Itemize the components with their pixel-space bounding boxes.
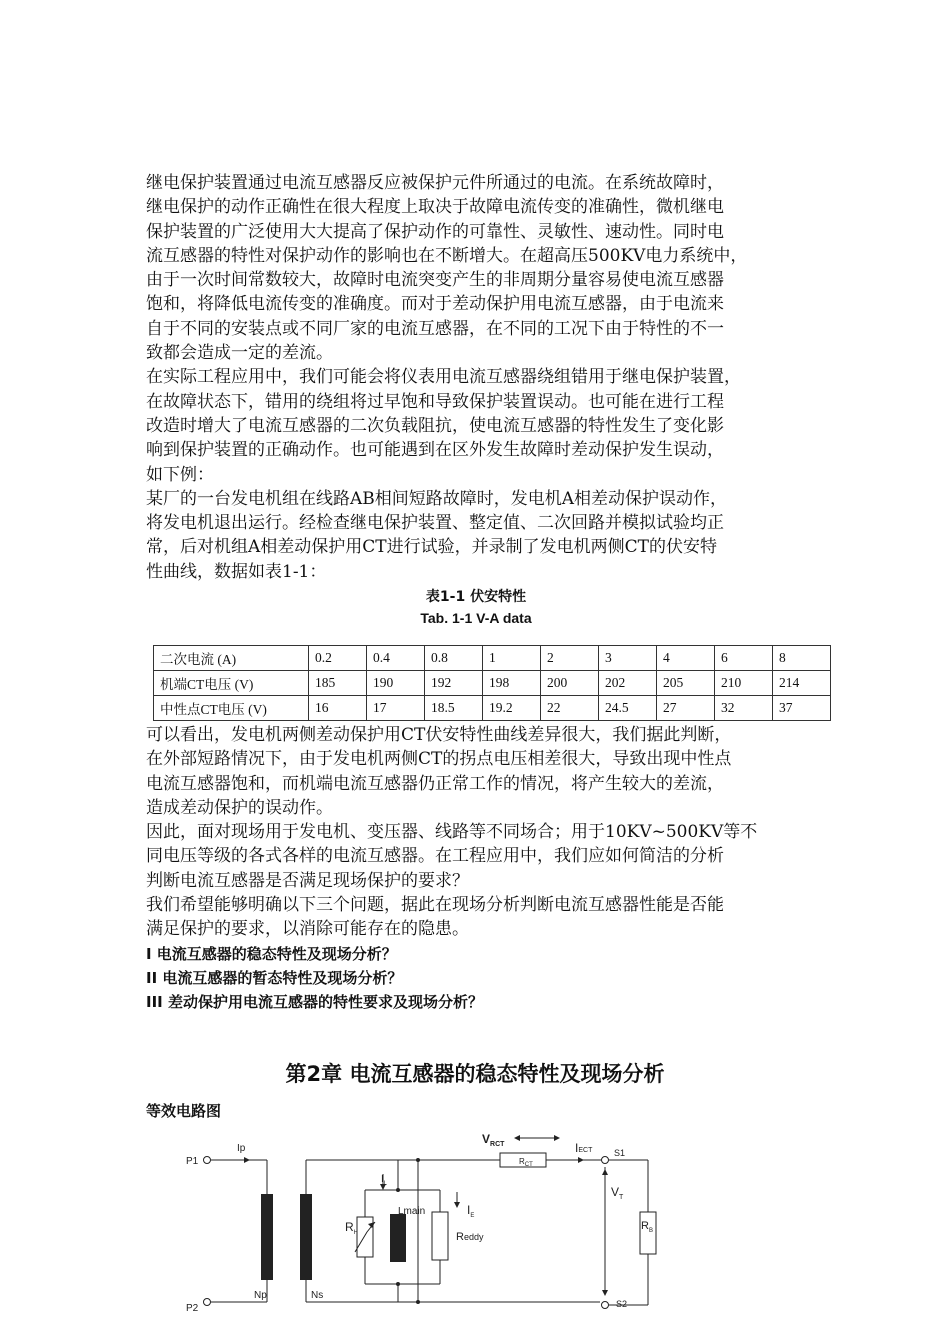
table-cell: 37: [773, 696, 831, 721]
label-ns: Ns: [311, 1290, 324, 1301]
label-ie: $I_E$: [467, 1203, 475, 1219]
paragraph-1: 继电保护装置通过电流互感器反应被保护元件所通过的电流。在系统故障时， 继电保护的动作正确性在很大程度上取决于故障电流传变的准确性，微机继电 保护装置的广泛使用大大提高了保护动作的可靠性、灵敏性、速动性。同时电 流互感器的特性对保护动作的影响也在不断增大。在超高压500KV电力系统中， 由于一次时间常数较大，故障时电流突变产生的非周期分量容易使电流互感器 饱和，将降低电流传变的准确度。而对于差动保护用电流互感器，由于电流来 自于不同的安装点或不同厂家的电流互感器，在不同的工况下由于特性的不一 致都会造成一定的差流。: [146, 173, 748, 364]
table-cell: 24.5: [599, 696, 657, 721]
lmain-core: [390, 1214, 406, 1262]
label-lmain: Lmain: [398, 1206, 426, 1217]
table-row: [154, 671, 831, 696]
va-data-table: [153, 645, 831, 721]
label-vt: $V_T$: [611, 1185, 624, 1201]
question-1: I 电流互感器的稳态特性及现场分析？: [146, 944, 397, 963]
table-cell: 214: [773, 671, 831, 696]
table-cell: 192: [425, 671, 483, 696]
table-cell: 0.4: [367, 646, 425, 671]
table-cell: 190: [367, 671, 425, 696]
paragraph-5: 因此，面对现场用于发电机、变压器、线路等不同场合；用于10KV~500KV等不 同电压等级的各式各样的电流互感器。在工程应用中，我们应如何简洁的分析 判断电流互感器是否满足现场保护的要求？: [146, 822, 758, 891]
table-cell: 27: [657, 696, 715, 721]
row-header: 机端CT电压 (V): [154, 671, 309, 696]
table-caption-en: Tab. 1-1 V-A data: [420, 610, 532, 627]
table-cell: 18.5: [425, 696, 483, 721]
table-cell: 17: [367, 696, 425, 721]
label-il: $I_L$: [381, 1174, 388, 1187]
chapter-title: 第2章 电流互感器的稳态特性及现场分析: [285, 1062, 665, 1086]
paragraph-6: 我们希望能够明确以下三个问题，据此在现场分析判断电流互感器性能是否能 满足保护的要求，以消除可能存在的隐患。: [146, 895, 724, 940]
label-reddy: Reddy: [456, 1231, 484, 1243]
table-cell: 6: [715, 646, 773, 671]
table-cell: 19.2: [483, 696, 541, 721]
equivalent-circuit-diagram: [170, 1122, 690, 1322]
table-cell: 200: [541, 671, 599, 696]
terminal-p1: [204, 1157, 211, 1164]
terminal-s1: [602, 1157, 609, 1164]
table-cell: 3: [599, 646, 657, 671]
label-p1: P1: [186, 1156, 199, 1167]
paragraph-3: 某厂的一台发电机组在线路AB相间短路故障时，发电机A相差动保护误动作， 将发电机退出运行。经检查继电保护装置、整定值、二次回路并模拟试验均正 常，后对机组A相差动保护用CT进行试验，并录制了发电机两侧CT的伏安特 性曲线，数据如表1-1：: [146, 488, 728, 582]
analysis-text: [146, 723, 806, 1014]
label-rb: $R_B$: [641, 1220, 653, 1234]
label-rh: $R_H$: [345, 1220, 359, 1236]
label-ip: Ip: [237, 1143, 246, 1154]
paragraph-4: 可以看出，发电机两侧差动保护用CT伏安特性曲线差异很大，我们据此判断， 在外部短路情况下，由于发电机两侧CT的拐点电压相差很大，导致出现中性点 电流互感器饱和，而机端电流互感器仍正常工作的情况，将产生较大的差流， 造成差动保护的误动作。: [146, 725, 732, 818]
table-row: [154, 646, 831, 671]
paragraph-2: 在实际工程应用中，我们可能会将仪表用电流互感器绕组错用于继电保护装置， 在故障状态下，错用的绕组将过早饱和导致保护装置误动。也可能在进行工程 改造时增大了电流互感器的二次负载阻抗，使电流互感器的特性发生了变化影 响到保护装置的正确动作。也可能遇到在区外发生故障时差动保护发生误动， 如下例：: [146, 367, 741, 485]
table-cell: 185: [309, 671, 367, 696]
table-row: [154, 696, 831, 721]
table-cell: 0.8: [425, 646, 483, 671]
table-cell: 205: [657, 671, 715, 696]
label-rct: $R_{CT}$: [519, 1157, 533, 1168]
question-3: III 差动保护用电流互感器的特性要求及现场分析？: [146, 992, 483, 1011]
label-p2: P2: [186, 1303, 199, 1314]
row-header: 二次电流 (A): [154, 646, 309, 671]
question-2: II 电流互感器的暂态特性及现场分析？: [146, 968, 403, 987]
table-cell: 4: [657, 646, 715, 671]
secondary-winding: [300, 1194, 312, 1280]
primary-winding: [261, 1194, 273, 1280]
label-s2: S2: [616, 1299, 628, 1309]
table-cell: 22: [541, 696, 599, 721]
row-header: 中性点CT电压 (V): [154, 696, 309, 721]
table-cell: 1: [483, 646, 541, 671]
label-s1: S1: [614, 1148, 626, 1158]
section-subtitle: 等效电路图: [146, 1102, 222, 1120]
intro-text: [146, 171, 806, 628]
label-iect: IECT: [575, 1141, 593, 1155]
table-cell: 0.2: [309, 646, 367, 671]
terminal-p2: [204, 1299, 211, 1306]
table-cell: 32: [715, 696, 773, 721]
table-caption-cn: 表1-1 伏安特性: [425, 589, 527, 606]
table-cell: 198: [483, 671, 541, 696]
terminal-s2: [602, 1302, 609, 1309]
table-cell: 16: [309, 696, 367, 721]
table-cell: 8: [773, 646, 831, 671]
table-cell: 2: [541, 646, 599, 671]
table-cell: 210: [715, 671, 773, 696]
table-cell: 202: [599, 671, 657, 696]
label-np: Np: [254, 1290, 267, 1301]
label-vrct: $V_{RCT}$: [482, 1132, 505, 1148]
